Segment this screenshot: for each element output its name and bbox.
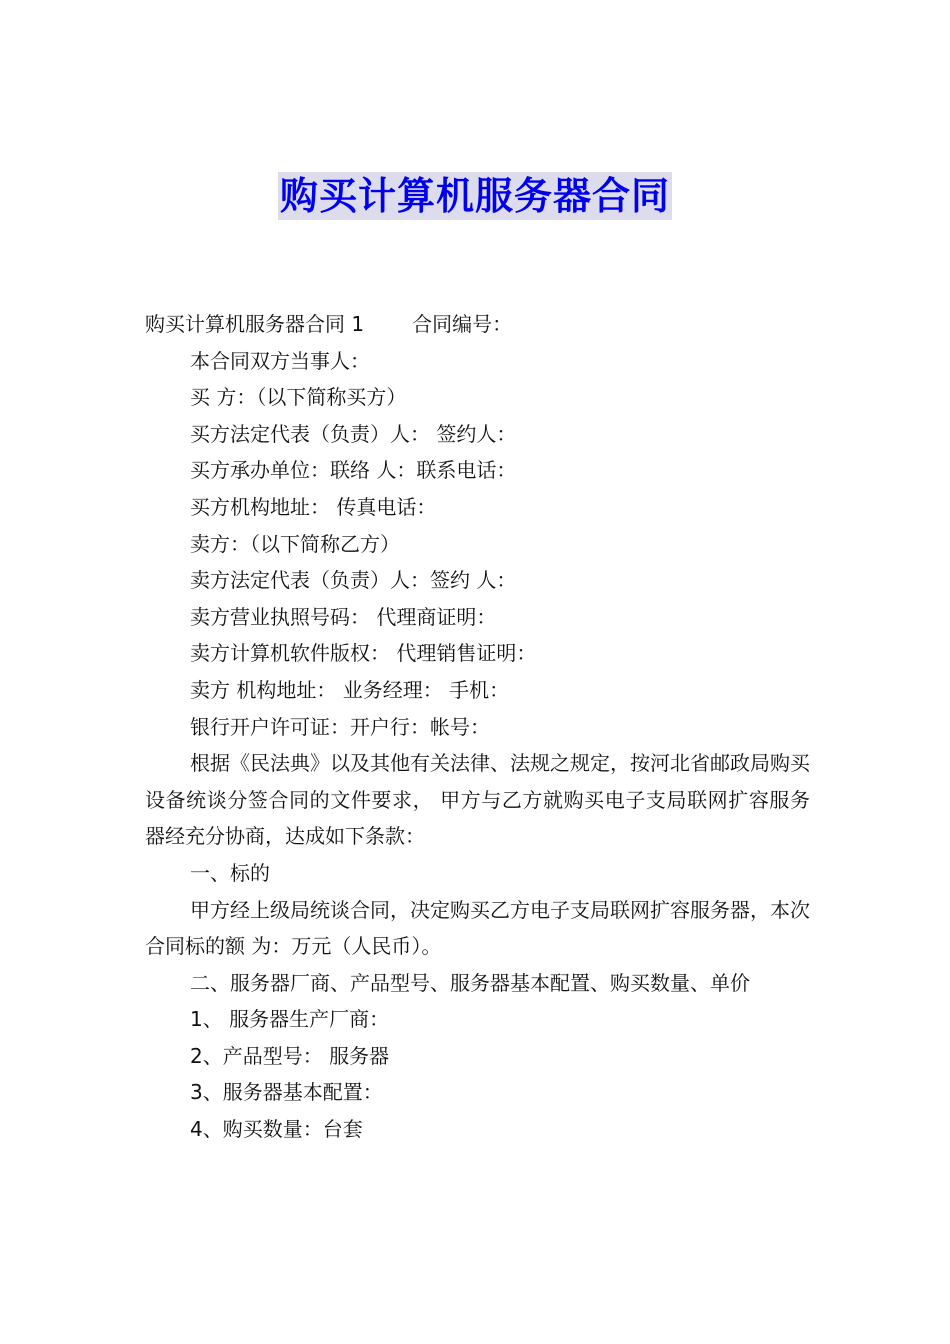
parties-line: 本合同双方当事人： (190, 348, 370, 373)
seller-address-line: 卖方 机构地址： 业务经理： 手机： (190, 677, 510, 702)
item-configuration: 3、服务器基本配置： (190, 1080, 383, 1105)
item-quantity: 4、购买数量：台套 (190, 1117, 363, 1142)
contract-number-label: 合同编号： (412, 312, 513, 336)
item-manufacturer: 1、 服务器生产厂商： (190, 1007, 390, 1032)
seller-representative-line: 卖方法定代表（负责）人：签约 人： (190, 568, 517, 593)
seller-copyright-line: 卖方计算机软件版权： 代理销售证明： (190, 641, 537, 666)
contract-heading: 购买计算机服务器合同 1 (145, 312, 365, 336)
subject-paragraph: 甲方经上级局统谈合同，决定购买乙方电子支局联网扩容服务器，本次合同标的额 为：万元（人民币）。 (145, 897, 810, 959)
item-model: 2、产品型号： 服务器 (190, 1043, 390, 1068)
basis-paragraph: 根据《民法典》以及其他有关法律、法规之规定，按河北省邮政局购买设备统谈分签合同的文件要求， 甲方与乙方就购买电子支局联网扩容服务器经充分协商，达成如下条款： (145, 751, 810, 849)
buyer-address-line: 买方机构地址： 传真电话： (190, 494, 437, 519)
title-wrap (0, 172, 950, 220)
seller-license-line: 卖方营业执照号码： 代理商证明： (190, 604, 497, 629)
bank-line: 银行开户许可证：开户行：帐号： (190, 714, 490, 739)
section-1-heading: 一、标的 (190, 860, 270, 885)
buyer-representative-line: 买方法定代表（负责）人： 签约人： (190, 421, 517, 446)
seller-line: 卖方：（以下简称乙方） (190, 531, 400, 556)
section-2-heading: 二、服务器厂商、产品型号、服务器基本配置、购买数量、单价 (190, 970, 750, 995)
document-body (145, 306, 810, 1148)
buyer-line: 买 方：（以下简称买方） (190, 385, 407, 410)
document-title: 购买计算机服务器合同 (279, 174, 670, 218)
buyer-unit-line: 买方承办单位：联络 人：联系电话： (190, 458, 517, 483)
header-line (145, 306, 810, 343)
